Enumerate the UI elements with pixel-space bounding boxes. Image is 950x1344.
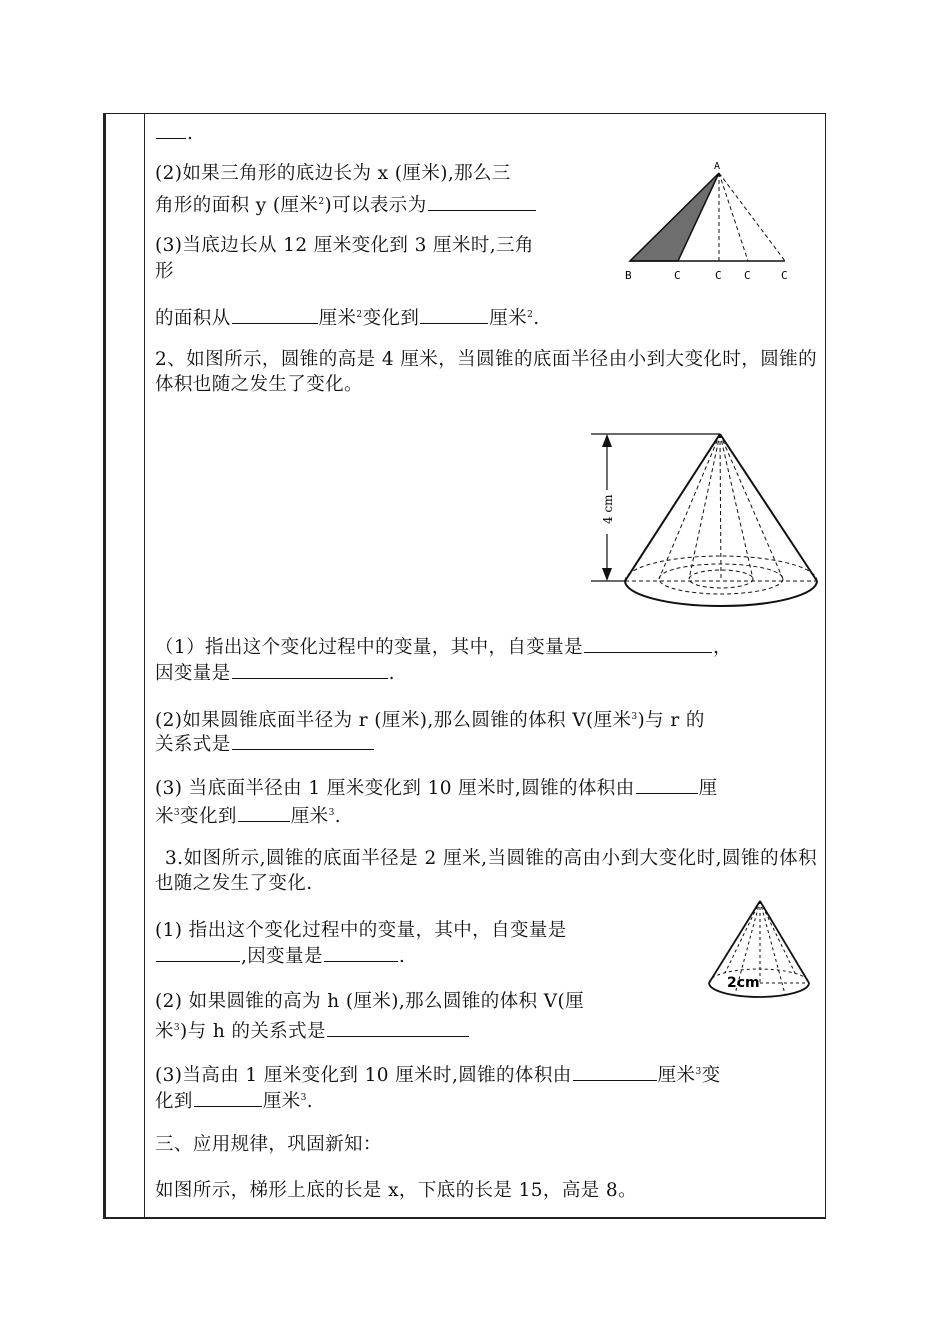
q3-part1-line1: (1) 指出这个变化过程中的变量，其中，自变量是: [155, 920, 567, 941]
answer-blank[interactable]: [232, 305, 318, 324]
cone-figure-q2: [585, 425, 825, 625]
triangle-figure: [620, 157, 800, 282]
answer-blank[interactable]: [194, 1088, 262, 1107]
answer-blank[interactable]: [584, 634, 712, 653]
q1-part3-line3: 的面积从 厘米$^2$变化到 厘米$^2$.: [155, 303, 540, 331]
q2-part1-line1: （1）指出这个变化过程中的变量，其中，自变量是 ，: [155, 634, 732, 660]
section-title: 三、应用规律，巩固新知：: [155, 1134, 382, 1155]
label-c4: C: [781, 269, 788, 282]
q2-part2-line2: 关系式是: [155, 731, 375, 757]
q3-part2-line1: (2) 如果圆锥的高为 h (厘米),那么圆锥的体积 V(厘: [155, 991, 585, 1012]
answer-blank[interactable]: [156, 120, 186, 139]
answer-blank[interactable]: [428, 192, 536, 211]
q3-intro: 3.如图所示,圆锥的底面半径是 2 厘米,当圆锥的高由小到大变化时,圆锥的体积也随之发生了变化.: [155, 848, 817, 894]
q3-part3-line2: 化到 厘米$^3$.: [155, 1086, 313, 1114]
q2-part1-line2: 因变量是 .: [155, 660, 395, 686]
prev-answer-line: .: [155, 120, 193, 146]
q1-part2-line2: 角形的面积 y (厘米$^2$)可以表示为: [155, 190, 537, 218]
radius-label: 2cm: [727, 975, 760, 991]
q3-part2-line2: 米$^3$)与 h 的关系式是: [155, 1016, 470, 1044]
column-divider: [144, 113, 145, 1219]
label-c2: C: [715, 269, 722, 282]
answer-blank[interactable]: [636, 775, 698, 794]
q2-intro: 2、如图所示，圆锥的高是 4 厘米，当圆锥的底面半径由小到大变化时，圆锥的体积也随之发生了变化。: [155, 349, 817, 395]
answer-blank[interactable]: [232, 660, 388, 679]
answer-blank[interactable]: [156, 943, 240, 962]
q1-part3-line1: (3)当底边长从 12 厘米变化到 3 厘米时,三角: [155, 235, 534, 256]
q1-part3-line2: 形: [155, 261, 174, 282]
q2-part3-line1: (3) 当底面半径由 1 厘米变化到 10 厘米时,圆锥的体积由 厘: [155, 775, 718, 801]
q2-part2-line1: (2)如果圆锥底面半径为 r (厘米),那么圆锥的体积 V(厘米$^3$)与 r 的: [155, 710, 705, 731]
answer-blank[interactable]: [573, 1062, 657, 1081]
q2-part3-line2: 米$^3$变化到 厘米$^3$.: [155, 801, 341, 829]
frame-left-edge: [103, 113, 106, 1219]
answer-blank[interactable]: [327, 1018, 469, 1037]
answer-blank[interactable]: [232, 731, 374, 750]
label-c1: C: [674, 269, 681, 282]
q1-part2-line1: (2)如果三角形的底边长为 x (厘米),那么三: [155, 163, 511, 184]
q4-text: 如图所示，梯形上底的长是 x，下底的长是 15，高是 8。: [155, 1180, 637, 1201]
q3-part1-line2: ,因变量是 .: [155, 943, 405, 969]
height-label: 4 cm: [601, 494, 615, 524]
answer-blank[interactable]: [238, 803, 290, 822]
answer-blank[interactable]: [324, 943, 398, 962]
label-b: B: [625, 269, 632, 282]
shaded-triangle: [630, 173, 719, 261]
label-a: A: [714, 161, 721, 172]
answer-blank[interactable]: [420, 305, 488, 324]
q3-part3-line1: (3)当高由 1 厘米变化到 10 厘米时,圆锥的体积由 厘米$^3$变: [155, 1060, 720, 1088]
label-c3: C: [744, 269, 751, 282]
cone-figure-q3: [705, 895, 815, 1015]
